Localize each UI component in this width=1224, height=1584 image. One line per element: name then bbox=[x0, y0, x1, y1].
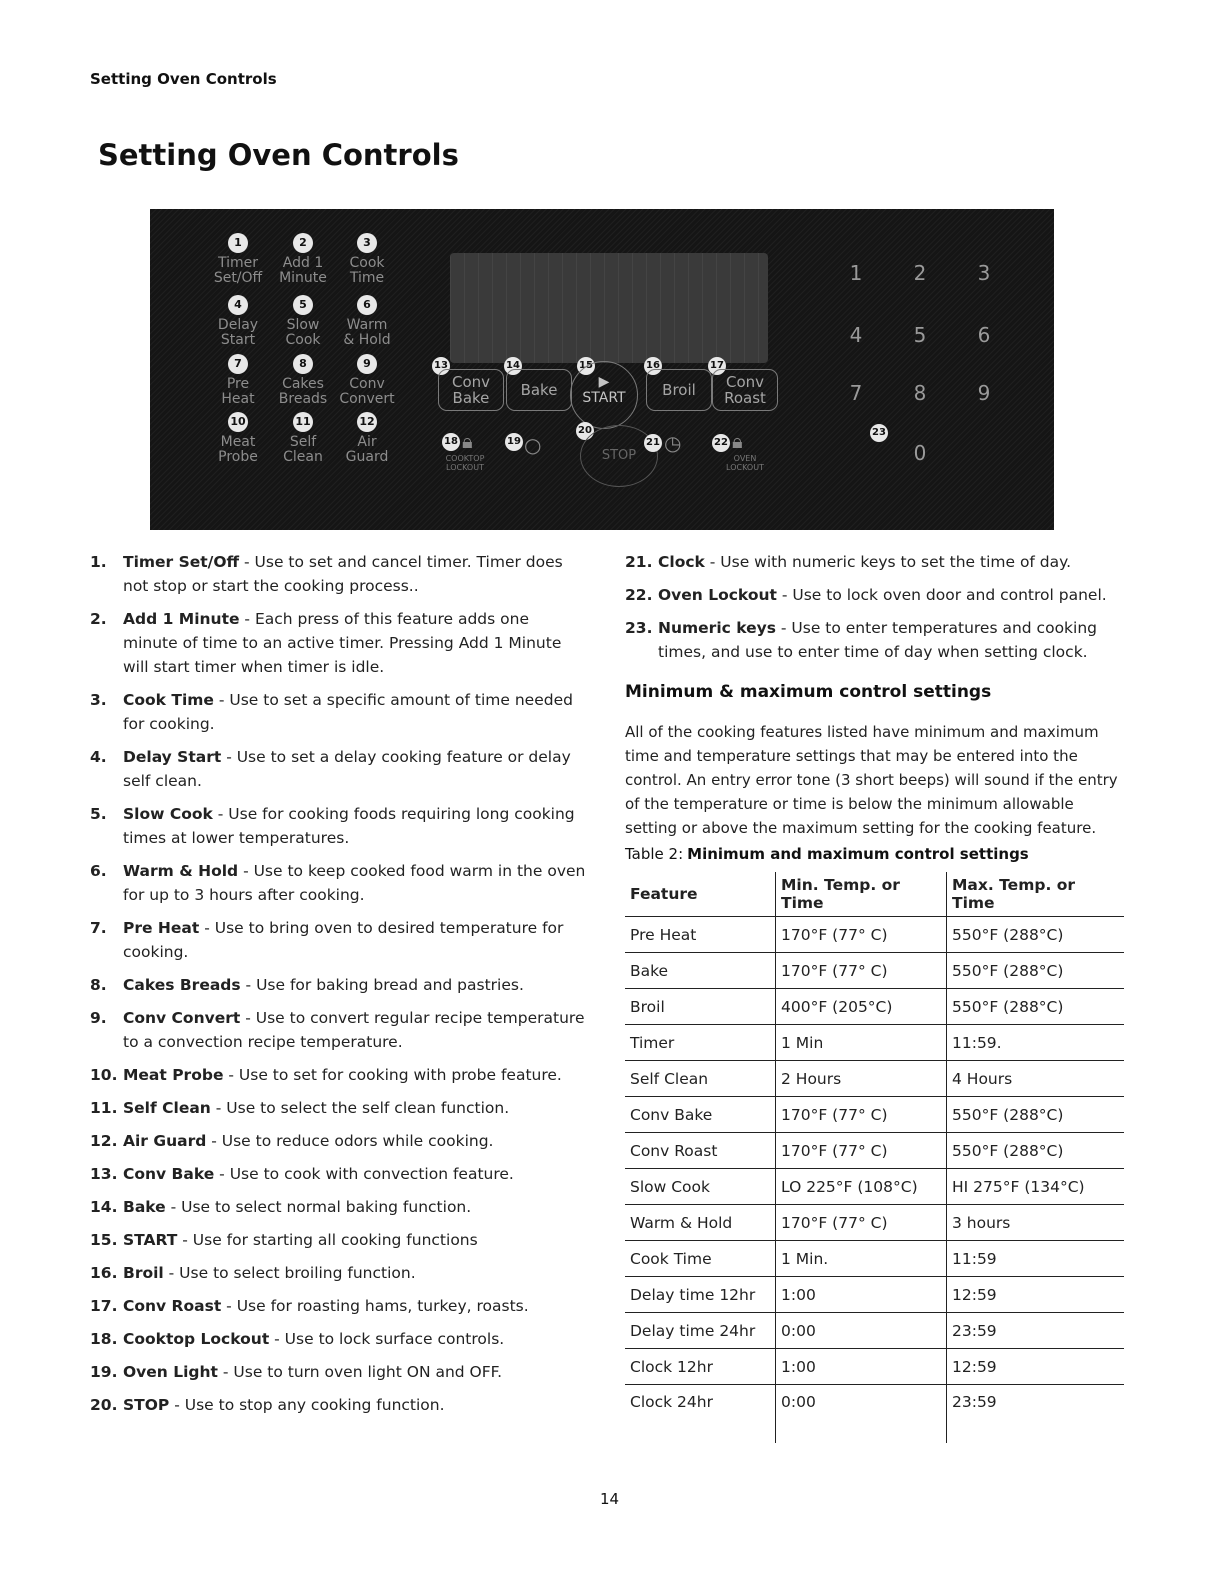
table-row bbox=[625, 1349, 1124, 1385]
table-row bbox=[625, 1169, 1124, 1205]
callout-badge: 11 bbox=[293, 412, 313, 432]
item-number: 17. bbox=[90, 1297, 118, 1315]
item-term: STOP bbox=[123, 1396, 170, 1414]
table-cell: 1 Min. bbox=[776, 1241, 947, 1277]
start-button bbox=[570, 361, 638, 429]
item-term: Air Guard bbox=[123, 1132, 207, 1150]
list-item bbox=[625, 550, 1125, 574]
table-cell: 1 Min bbox=[776, 1025, 947, 1061]
item-number: 23. bbox=[625, 619, 653, 637]
item-term: Slow Cook bbox=[123, 805, 213, 823]
table-cell: 3 hours bbox=[947, 1205, 1125, 1241]
section-heading: Minimum & maximum control settings bbox=[625, 682, 992, 702]
item-term: START bbox=[123, 1231, 178, 1249]
callout-badge: 13 bbox=[432, 357, 450, 375]
key-meat-probe bbox=[205, 412, 271, 465]
table-caption-title: Minimum and maximum control settings bbox=[687, 845, 1029, 863]
numeric-key-9: 9 bbox=[977, 381, 991, 405]
item-desc: - Use to set a specific amount of time needed for cooking. bbox=[123, 691, 573, 733]
table-cell: Conv Bake bbox=[625, 1097, 776, 1133]
item-desc: - Use to convert regular recipe temperature to a convection recipe temperature. bbox=[123, 1009, 585, 1051]
key-label: Cook Time bbox=[349, 255, 385, 286]
table-row bbox=[625, 1133, 1124, 1169]
item-term: Broil bbox=[123, 1264, 164, 1282]
play-icon: ▶ bbox=[598, 374, 610, 390]
table-row bbox=[625, 917, 1124, 953]
item-desc: - Use to select the self clean function. bbox=[210, 1099, 510, 1117]
feature-list-left bbox=[90, 550, 588, 1426]
list-item bbox=[90, 1162, 588, 1186]
item-term: Add 1 Minute bbox=[123, 610, 240, 628]
callout-badge: 8 bbox=[293, 354, 313, 374]
list-item bbox=[90, 1006, 588, 1054]
item-desc: - Use to lock surface controls. bbox=[269, 1330, 505, 1348]
callout-badge: 12 bbox=[357, 412, 377, 432]
table-row bbox=[625, 953, 1124, 989]
button-label: Conv Roast bbox=[724, 373, 766, 407]
clock-icon: ◷ bbox=[664, 431, 682, 455]
item-number: 6. bbox=[90, 862, 107, 880]
item-number: 8. bbox=[90, 976, 107, 994]
table-cell: 11:59 bbox=[947, 1241, 1125, 1277]
numeric-key-6: 6 bbox=[977, 323, 991, 347]
key-pre-heat bbox=[205, 354, 271, 407]
key-delay-start bbox=[205, 295, 271, 348]
callout-badge: 21 bbox=[644, 434, 662, 452]
numeric-key-1: 1 bbox=[849, 261, 863, 285]
list-item bbox=[90, 973, 588, 997]
item-desc: - Use for starting all cooking functions bbox=[177, 1231, 478, 1249]
callout-badge: 16 bbox=[644, 357, 662, 375]
table-cell: 0:00 bbox=[776, 1313, 947, 1349]
item-desc: - Use to enter temperatures and cooking times, and use to enter time of day when setting clock. bbox=[658, 619, 1097, 661]
numeric-key-5: 5 bbox=[913, 323, 927, 347]
table-cell: 12:59 bbox=[947, 1349, 1125, 1385]
light-bulb-icon: ○ bbox=[524, 433, 542, 457]
list-item bbox=[90, 1294, 588, 1318]
item-desc: - Use with numeric keys to set the time of day. bbox=[704, 553, 1072, 571]
table-row bbox=[625, 1061, 1124, 1097]
callout-badge: 10 bbox=[228, 412, 248, 432]
key-label: Self Clean bbox=[283, 434, 323, 465]
table-cell: 170°F (77° C) bbox=[776, 953, 947, 989]
feature-list-right bbox=[625, 550, 1125, 673]
item-number: 3. bbox=[90, 691, 107, 709]
item-number: 7. bbox=[90, 919, 107, 937]
table-row bbox=[625, 1097, 1124, 1133]
numeric-key-4: 4 bbox=[849, 323, 863, 347]
running-head: Setting Oven Controls bbox=[90, 70, 277, 88]
table-caption-label: Table 2: bbox=[625, 845, 684, 863]
item-term: Conv Convert bbox=[123, 1009, 241, 1027]
table-cell: 550°F (288°C) bbox=[947, 989, 1125, 1025]
table-cell: 550°F (288°C) bbox=[947, 1133, 1125, 1169]
button-label: Conv Bake bbox=[451, 373, 491, 407]
key-label: Slow Cook bbox=[285, 317, 321, 348]
table-cell: Cook Time bbox=[625, 1241, 776, 1277]
table-row bbox=[625, 1277, 1124, 1313]
table-row bbox=[625, 1025, 1124, 1061]
key-label: Meat Probe bbox=[218, 434, 258, 465]
item-term: Bake bbox=[123, 1198, 166, 1216]
table-cell: 2 Hours bbox=[776, 1061, 947, 1097]
table-cell: 170°F (77° C) bbox=[776, 917, 947, 953]
numeric-key-2: 2 bbox=[913, 261, 927, 285]
callout-badge: 4 bbox=[228, 295, 248, 315]
table-cell: 170°F (77° C) bbox=[776, 1205, 947, 1241]
table-cell: Clock 12hr bbox=[625, 1349, 776, 1385]
item-term: Conv Bake bbox=[123, 1165, 215, 1183]
item-term: Warm & Hold bbox=[123, 862, 239, 880]
list-item bbox=[90, 1228, 588, 1252]
key-label: Pre Heat bbox=[221, 376, 255, 407]
list-item bbox=[90, 802, 588, 850]
list-item bbox=[90, 1195, 588, 1219]
min-max-table bbox=[625, 872, 1124, 1443]
key-label: Conv Convert bbox=[339, 376, 395, 407]
table-cell: 0:00 bbox=[776, 1385, 947, 1444]
table-cell: HI 275°F (134°C) bbox=[947, 1169, 1125, 1205]
table-cell: 12:59 bbox=[947, 1277, 1125, 1313]
conv-bake-button bbox=[438, 369, 504, 411]
list-item bbox=[90, 1360, 588, 1384]
callout-badge: 15 bbox=[577, 357, 595, 375]
item-term: Oven Lockout bbox=[658, 586, 777, 604]
column-header: Min. Temp. or Time bbox=[776, 872, 947, 917]
item-number: 15. bbox=[90, 1231, 118, 1249]
table-cell: 170°F (77° C) bbox=[776, 1133, 947, 1169]
list-item bbox=[90, 745, 588, 793]
table-cell: 11:59. bbox=[947, 1025, 1125, 1061]
numeric-key-7: 7 bbox=[849, 381, 863, 405]
section-paragraph: All of the cooking features listed have minimum and maximum time and temperature settings that may be entered into the control. An entry error tone (3 short beeps) will sound if the entry of the temperature or time is below the minimum allowable setting or above the maximum setting for the cooking feature. bbox=[625, 723, 1118, 837]
item-term: Oven Light bbox=[123, 1363, 218, 1381]
item-desc: - Use for roasting hams, turkey, roasts. bbox=[221, 1297, 529, 1315]
list-item bbox=[90, 1393, 588, 1417]
table-row bbox=[625, 1205, 1124, 1241]
table-cell: Bake bbox=[625, 953, 776, 989]
item-desc: - Use for cooking foods requiring long cooking times at lower temperatures. bbox=[123, 805, 575, 847]
button-label: Broil bbox=[662, 381, 696, 399]
item-number: 9. bbox=[90, 1009, 107, 1027]
item-term: Meat Probe bbox=[123, 1066, 224, 1084]
item-desc: - Use to select normal baking function. bbox=[165, 1198, 472, 1216]
item-number: 5. bbox=[90, 805, 107, 823]
item-desc: - Use for baking bread and pastries. bbox=[240, 976, 524, 994]
list-item bbox=[90, 916, 588, 964]
table-caption bbox=[625, 845, 1029, 863]
key-conv-convert bbox=[334, 354, 400, 407]
callout-badge: 5 bbox=[293, 295, 313, 315]
key-label: Timer Set/Off bbox=[213, 255, 263, 286]
lcd-display bbox=[450, 253, 768, 363]
table-row bbox=[625, 1241, 1124, 1277]
list-item bbox=[90, 1063, 588, 1087]
list-item bbox=[90, 607, 588, 679]
table-cell: 400°F (205°C) bbox=[776, 989, 947, 1025]
key-label: Delay Start bbox=[217, 317, 259, 348]
table-cell: 170°F (77° C) bbox=[776, 1097, 947, 1133]
callout-badge: 19 bbox=[505, 433, 523, 451]
button-label: Bake bbox=[520, 381, 558, 399]
key-label: Add 1 Minute bbox=[279, 255, 327, 286]
table-cell: Self Clean bbox=[625, 1061, 776, 1097]
table-cell: 550°F (288°C) bbox=[947, 917, 1125, 953]
callout-badge: 20 bbox=[576, 422, 594, 440]
table-cell: 1:00 bbox=[776, 1277, 947, 1313]
item-term: Cook Time bbox=[123, 691, 214, 709]
column-header: Feature bbox=[625, 872, 776, 917]
key-label: Warm & Hold bbox=[343, 317, 391, 348]
conv-roast-button bbox=[712, 369, 778, 411]
table-cell: Timer bbox=[625, 1025, 776, 1061]
table-cell: Delay time 24hr bbox=[625, 1313, 776, 1349]
item-number: 14. bbox=[90, 1198, 118, 1216]
bake-button bbox=[506, 369, 572, 411]
item-number: 1. bbox=[90, 553, 107, 571]
item-term: Pre Heat bbox=[123, 919, 200, 937]
table-row bbox=[625, 1313, 1124, 1349]
item-desc: - Use to set for cooking with probe feature. bbox=[223, 1066, 562, 1084]
item-term: Cooktop Lockout bbox=[123, 1330, 270, 1348]
item-desc: - Use to cook with convection feature. bbox=[214, 1165, 514, 1183]
key-add-1-minute bbox=[270, 233, 336, 286]
callout-badge: 6 bbox=[357, 295, 377, 315]
list-item bbox=[90, 1129, 588, 1153]
item-desc: - Use to set and cancel timer. Timer does not stop or start the cooking process.. bbox=[123, 553, 563, 595]
oven-lockout-caption: OVEN LOCKOUT bbox=[726, 454, 764, 472]
item-number: 11. bbox=[90, 1099, 118, 1117]
item-number: 18. bbox=[90, 1330, 118, 1348]
callout-badge: 1 bbox=[228, 233, 248, 253]
table-cell: 550°F (288°C) bbox=[947, 953, 1125, 989]
item-term: Timer Set/Off bbox=[123, 553, 240, 571]
button-label: STOP bbox=[601, 448, 637, 463]
item-number: 21. bbox=[625, 553, 653, 571]
list-item bbox=[625, 583, 1125, 607]
table-cell: Clock 24hr bbox=[630, 1393, 713, 1411]
key-cook-time bbox=[334, 233, 400, 286]
table-cell: 1:00 bbox=[776, 1349, 947, 1385]
table-cell: Pre Heat bbox=[625, 917, 776, 953]
list-item bbox=[90, 1327, 588, 1351]
table-row bbox=[625, 1385, 1124, 1444]
item-number: 13. bbox=[90, 1165, 118, 1183]
item-desc: - Use to turn oven light ON and OFF. bbox=[217, 1363, 503, 1381]
item-number: 4. bbox=[90, 748, 107, 766]
item-desc: - Use to select broiling function. bbox=[163, 1264, 416, 1282]
lock-icon: 🔒︎ bbox=[732, 429, 743, 453]
item-desc: - Each press of this feature adds one minute of time to an active timer. Pressing Add 1 Minute will start timer when timer is idle. bbox=[123, 610, 562, 676]
item-desc: - Use to keep cooked food warm in the oven for up to 3 hours after cooking. bbox=[123, 862, 586, 904]
key-label: Cakes Breads bbox=[278, 376, 328, 407]
numeric-key-0: 0 bbox=[913, 441, 927, 465]
numeric-key-3: 3 bbox=[977, 261, 991, 285]
key-warm-hold bbox=[334, 295, 400, 348]
table-cell: Slow Cook bbox=[625, 1169, 776, 1205]
item-term: Cakes Breads bbox=[123, 976, 241, 994]
table-cell: Conv Roast bbox=[625, 1133, 776, 1169]
callout-badge: 7 bbox=[228, 354, 248, 374]
key-cakes-breads bbox=[270, 354, 336, 407]
item-term: Delay Start bbox=[123, 748, 222, 766]
stop-button bbox=[580, 425, 658, 487]
page-title: Setting Oven Controls bbox=[98, 138, 459, 172]
table-header-row bbox=[625, 872, 1124, 917]
key-self-clean bbox=[270, 412, 336, 465]
lock-icon: 🔒︎ bbox=[462, 429, 473, 453]
table-cell: 23:59 bbox=[947, 1385, 1125, 1444]
item-desc: - Use to lock oven door and control panel. bbox=[776, 586, 1107, 604]
callout-badge: 2 bbox=[293, 233, 313, 253]
list-item bbox=[90, 1096, 588, 1120]
item-number: 20. bbox=[90, 1396, 118, 1414]
list-item bbox=[90, 1261, 588, 1285]
callout-badge: 23 bbox=[870, 424, 888, 442]
list-item bbox=[625, 616, 1125, 664]
button-label: START bbox=[582, 390, 626, 406]
table-cell: Delay time 12hr bbox=[625, 1277, 776, 1313]
cooktop-lockout-caption: COOKTOP LOCKOUT bbox=[445, 454, 485, 472]
table-cell: 4 Hours bbox=[947, 1061, 1125, 1097]
callout-badge: 9 bbox=[357, 354, 377, 374]
list-item bbox=[90, 688, 588, 736]
item-desc: - Use to stop any cooking function. bbox=[169, 1396, 445, 1414]
table-cell: Broil bbox=[625, 989, 776, 1025]
page-number: 14 bbox=[600, 1490, 620, 1508]
item-number: 2. bbox=[90, 610, 107, 628]
item-desc: - Use to set a delay cooking feature or delay self clean. bbox=[123, 748, 571, 790]
column-header: Max. Temp. or Time bbox=[947, 872, 1125, 917]
item-number: 12. bbox=[90, 1132, 118, 1150]
callout-badge: 17 bbox=[708, 357, 726, 375]
table-row bbox=[625, 989, 1124, 1025]
callout-badge: 14 bbox=[504, 357, 522, 375]
key-label: Air Guard bbox=[345, 434, 389, 465]
control-panel-image bbox=[150, 209, 1054, 530]
item-desc: - Use to bring oven to desired temperature for cooking. bbox=[123, 919, 564, 961]
callout-badge: 3 bbox=[357, 233, 377, 253]
key-slow-cook bbox=[270, 295, 336, 348]
table-cell: Warm & Hold bbox=[625, 1205, 776, 1241]
broil-button bbox=[646, 369, 712, 411]
item-term: Conv Roast bbox=[123, 1297, 222, 1315]
table-cell: 23:59 bbox=[947, 1313, 1125, 1349]
list-item bbox=[90, 859, 588, 907]
table-cell: LO 225°F (108°C) bbox=[776, 1169, 947, 1205]
table-cell: 550°F (288°C) bbox=[947, 1097, 1125, 1133]
item-number: 19. bbox=[90, 1363, 118, 1381]
item-term: Clock bbox=[658, 553, 705, 571]
item-term: Numeric keys bbox=[658, 619, 776, 637]
item-number: 22. bbox=[625, 586, 653, 604]
numeric-key-8: 8 bbox=[913, 381, 927, 405]
key-timer-set-off bbox=[205, 233, 271, 286]
callout-badge: 22 bbox=[712, 434, 730, 452]
key-air-guard bbox=[334, 412, 400, 465]
item-number: 10. bbox=[90, 1066, 118, 1084]
item-term: Self Clean bbox=[123, 1099, 211, 1117]
item-desc: - Use to reduce odors while cooking. bbox=[206, 1132, 494, 1150]
item-number: 16. bbox=[90, 1264, 118, 1282]
callout-badge: 18 bbox=[442, 433, 460, 451]
list-item bbox=[90, 550, 588, 598]
